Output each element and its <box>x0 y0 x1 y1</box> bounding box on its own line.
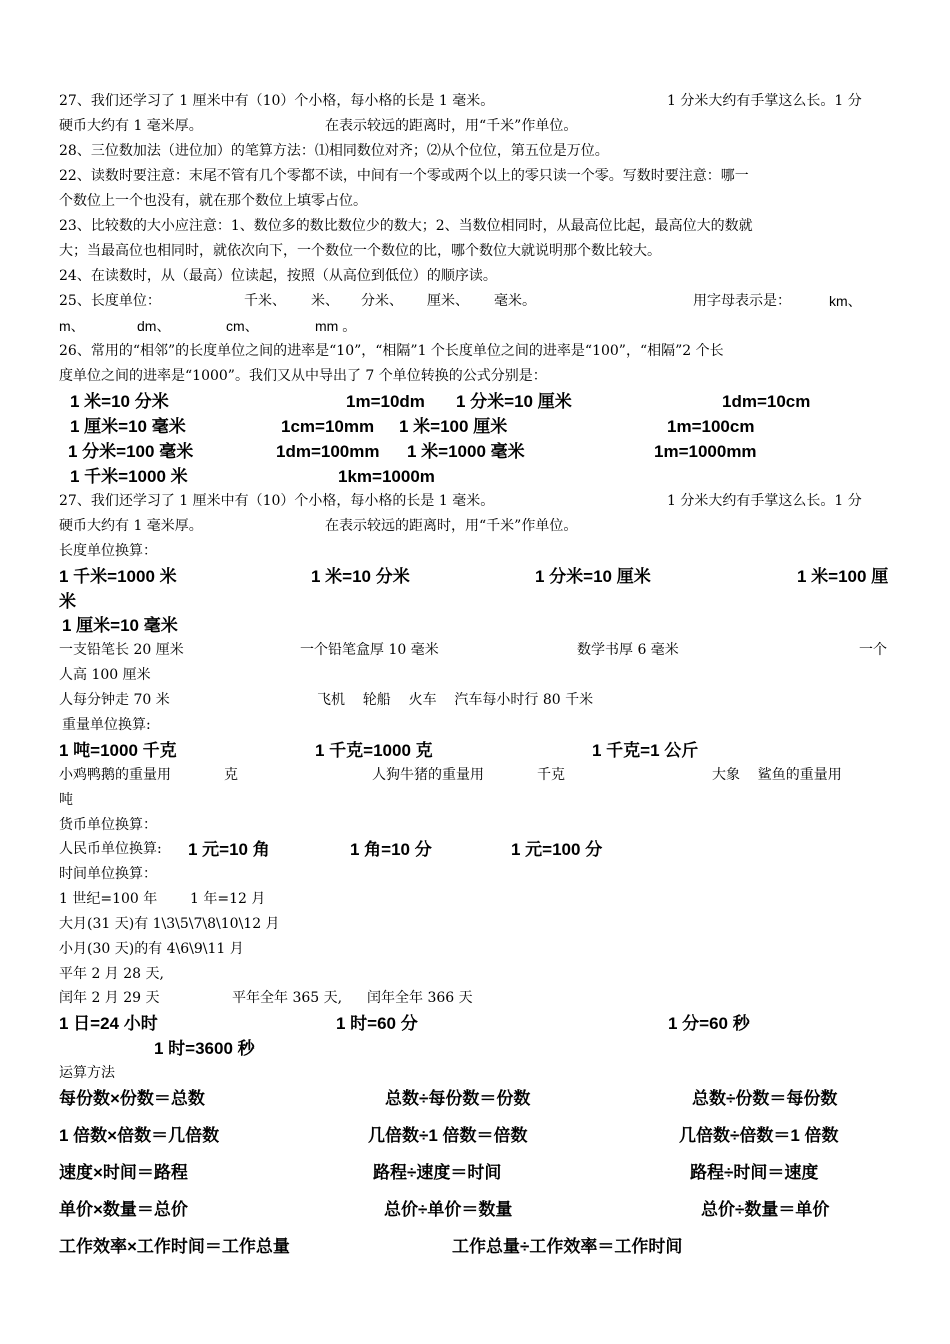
text-segment: 度单位之间的进率是“1000”。我们又从中导出了 7 个单位转换的公式分别是： <box>59 368 547 384</box>
text-line <box>0 239 950 264</box>
text-segment: 人高 100 厘米 <box>59 667 151 683</box>
text-segment: m、 <box>59 318 85 334</box>
text-segment: 吨 <box>59 792 73 808</box>
text-segment: 工作总量÷工作效率＝工作时间 <box>452 1237 683 1256</box>
text-line <box>0 364 950 389</box>
text-segment: 1 厘米=10 毫米 <box>62 616 178 635</box>
text-line <box>0 862 950 887</box>
text-line <box>0 837 950 862</box>
text-line <box>0 464 950 489</box>
text-line <box>0 164 950 189</box>
text-segment: 硬币大约有 1 毫米厚。 <box>59 118 203 134</box>
text-segment: 平年 2 月 28 天, <box>59 966 164 982</box>
text-line <box>0 738 950 763</box>
text-segment: 货币单位换算： <box>59 817 157 833</box>
text-segment: 1 厘米=10 毫米 <box>70 417 186 436</box>
text-segment: 一支铅笔长 20 厘米 <box>59 642 184 658</box>
text-segment: 长度单位换算： <box>59 543 157 559</box>
text-segment: 1 世纪=100 年 <box>59 891 158 907</box>
text-segment: 米、 <box>311 293 339 309</box>
text-segment: 毫米。 <box>494 293 536 309</box>
text-segment: 路程÷时间＝速度 <box>690 1163 819 1182</box>
text-segment: 每份数×份数＝总数 <box>59 1089 205 1108</box>
text-segment: 1 米=100 厘米 <box>399 417 508 436</box>
text-segment: 千克 <box>537 767 565 783</box>
text-line <box>0 1086 950 1111</box>
text-line <box>0 1011 950 1036</box>
text-segment: 1cm=10mm <box>281 417 375 436</box>
text-segment: 路程÷速度＝时间 <box>373 1163 502 1182</box>
text-segment: 运算方法 <box>59 1065 115 1081</box>
text-segment: 用字母表示是： <box>693 293 791 309</box>
text-segment: cm、 <box>226 318 259 334</box>
text-segment: 1m=1000mm <box>654 442 757 461</box>
text-segment: 1 时=60 分 <box>336 1014 418 1033</box>
text-segment: 人每分钟走 70 米 <box>59 692 170 708</box>
text-line <box>0 439 950 464</box>
text-segment: 1 分=60 秒 <box>668 1014 750 1033</box>
text-segment: 总价÷单价＝数量 <box>384 1200 513 1219</box>
text-segment: 1 千克=1000 克 <box>315 741 433 760</box>
text-segment: 克 <box>224 767 238 783</box>
text-line <box>0 264 950 289</box>
text-segment: 小鸡鸭鹅的重量用 <box>59 767 171 783</box>
text-segment: dm、 <box>137 318 171 334</box>
text-line <box>0 289 950 314</box>
text-line <box>0 189 950 214</box>
text-segment: 1m=10dm <box>346 392 425 411</box>
text-segment: 1km=1000m <box>338 467 435 486</box>
text-segment: 小月(30 天)的有 4\6\9\11 月 <box>59 941 244 957</box>
text-line <box>0 713 950 738</box>
text-segment: 米 <box>59 592 76 611</box>
text-line <box>0 763 950 788</box>
text-segment: 1 米=100 厘 <box>797 567 889 586</box>
text-line <box>0 214 950 239</box>
text-segment: 总数÷每份数＝份数 <box>385 1089 531 1108</box>
text-segment: 几倍数÷倍数＝1 倍数 <box>679 1126 839 1145</box>
text-segment: 人民币单位换算: <box>59 841 162 857</box>
text-segment: 平年全年 365 天, <box>232 990 343 1006</box>
text-line <box>0 638 950 663</box>
text-segment: 1dm=10cm <box>722 392 811 411</box>
text-segment: 数学书厚 6 毫米 <box>577 642 679 658</box>
text-segment: 重量单位换算: <box>62 717 151 733</box>
text-segment: 闰年 2 月 29 天 <box>59 990 160 1006</box>
text-segment: 28、三位数加法（进位加）的笔算方法：⑴相同数位对齐；⑵从个位位，第五位是万位。 <box>59 143 609 159</box>
text-line <box>0 314 950 339</box>
text-segment: mm 。 <box>315 318 357 334</box>
text-segment: 1 角=10 分 <box>350 840 432 859</box>
text-segment: 厘米、 <box>427 293 469 309</box>
text-line <box>0 986 950 1011</box>
text-segment: 1 分米大约有手掌这么长。1 分 <box>667 493 862 509</box>
text-line <box>0 1061 950 1086</box>
text-segment: 在表示较远的距离时，用“千米”作单位。 <box>325 118 578 134</box>
text-segment: 1 时=3600 秒 <box>154 1039 255 1058</box>
text-line <box>0 539 950 564</box>
text-segment: 1 千克=1 公斤 <box>592 741 699 760</box>
text-segment: 1 吨=1000 千克 <box>59 741 177 760</box>
text-segment: 闰年全年 366 天 <box>367 990 473 1006</box>
text-segment: 1 元=10 角 <box>188 840 270 859</box>
text-segment: 1 米=10 分米 <box>311 567 410 586</box>
text-segment: 1 日=24 小时 <box>59 1014 158 1033</box>
text-segment: 1 米=10 分米 <box>70 392 169 411</box>
text-segment: 总数÷份数＝每份数 <box>692 1089 838 1108</box>
text-segment: 25、长度单位： <box>59 293 161 309</box>
text-segment: 个数位上一个也没有，就在那个数位上填零占位。 <box>59 193 367 209</box>
text-line <box>0 1197 950 1222</box>
text-line <box>0 813 950 838</box>
text-line <box>0 564 950 589</box>
text-segment: 1 千米=1000 米 <box>59 567 177 586</box>
text-segment: 24、在读数时，从（最高）位读起，按照（从高位到低位）的顺序读。 <box>59 268 497 284</box>
text-line <box>0 962 950 987</box>
text-line <box>0 514 950 539</box>
text-line <box>0 688 950 713</box>
text-line <box>0 1036 950 1061</box>
text-line <box>0 1160 950 1185</box>
text-segment: 在表示较远的距离时，用“千米”作单位。 <box>325 518 578 534</box>
text-segment: 1 年=12 月 <box>190 891 266 907</box>
text-segment: 速度×时间＝路程 <box>59 1163 188 1182</box>
text-line <box>0 489 950 514</box>
text-line <box>0 912 950 937</box>
text-line <box>0 1123 950 1148</box>
text-segment: 大月(31 天)有 1\3\5\7\8\10\12 月 <box>59 916 280 932</box>
text-segment: 飞机 轮船 火车 汽车每小时行 80 千米 <box>317 692 594 708</box>
text-line <box>0 114 950 139</box>
text-segment: 时间单位换算： <box>59 866 157 882</box>
text-segment: 分米、 <box>361 293 403 309</box>
text-segment: 27、我们还学习了 1 厘米中有（10）个小格，每小格的长是 1 毫米。 <box>59 93 495 109</box>
text-segment: 1m=100cm <box>667 417 755 436</box>
text-segment: 23、比较数的大小应注意：1、数位多的数比数位少的数大；2、当数位相同时，从最高位比起，最高位大的数就 <box>59 218 753 234</box>
text-segment: 1 米=1000 毫米 <box>407 442 525 461</box>
text-line <box>0 937 950 962</box>
text-segment: 千米、 <box>244 293 286 309</box>
text-line <box>0 139 950 164</box>
text-line <box>0 89 950 114</box>
text-line <box>0 339 950 364</box>
text-line <box>0 414 950 439</box>
text-segment: 1 分米=10 厘米 <box>456 392 572 411</box>
text-segment: 工作效率×工作时间＝工作总量 <box>59 1237 290 1256</box>
text-segment: 1 倍数×倍数＝几倍数 <box>59 1126 220 1145</box>
text-segment: 大；当最高位也相同时，就依次向下，一个数位一个数位的比，哪个数位大就说明那个数比较大。 <box>59 243 661 259</box>
text-segment: 1 分米大约有手掌这么长。1 分 <box>667 93 862 109</box>
text-line <box>0 389 950 414</box>
text-segment: 总价÷数量＝单价 <box>701 1200 830 1219</box>
text-line <box>0 663 950 688</box>
text-line <box>0 788 950 813</box>
text-segment: 1dm=100mm <box>276 442 380 461</box>
text-segment: 26、常用的“相邻”的长度单位之间的进率是“10”，“相隔”1 个长度单位之间的进率是“100”，“相隔”2 个长 <box>59 343 724 359</box>
text-segment: km、 <box>829 293 862 309</box>
text-segment: 27、我们还学习了 1 厘米中有（10）个小格，每小格的长是 1 毫米。 <box>59 493 495 509</box>
text-segment: 一个铅笔盒厚 10 毫米 <box>300 642 439 658</box>
text-segment: 几倍数÷1 倍数＝倍数 <box>368 1126 528 1145</box>
text-line <box>0 887 950 912</box>
text-line <box>0 1234 950 1259</box>
text-segment: 1 千米=1000 米 <box>70 467 188 486</box>
text-line <box>0 589 950 614</box>
text-segment: 一个 <box>859 642 887 658</box>
text-segment: 1 元=100 分 <box>511 840 603 859</box>
text-segment: 大象 鲨鱼的重量用 <box>712 767 842 783</box>
text-segment: 1 分米=100 毫米 <box>68 442 194 461</box>
text-segment: 22、读数时要注意：末尾不管有几个零都不读，中间有一个零或两个以上的零只读一个零。写数时要注意：哪一 <box>59 168 749 184</box>
text-segment: 硬币大约有 1 毫米厚。 <box>59 518 203 534</box>
text-segment: 单价×数量＝总价 <box>59 1200 188 1219</box>
text-segment: 人狗牛猪的重量用 <box>372 767 484 783</box>
text-line <box>0 613 950 638</box>
text-segment: 1 分米=10 厘米 <box>535 567 651 586</box>
